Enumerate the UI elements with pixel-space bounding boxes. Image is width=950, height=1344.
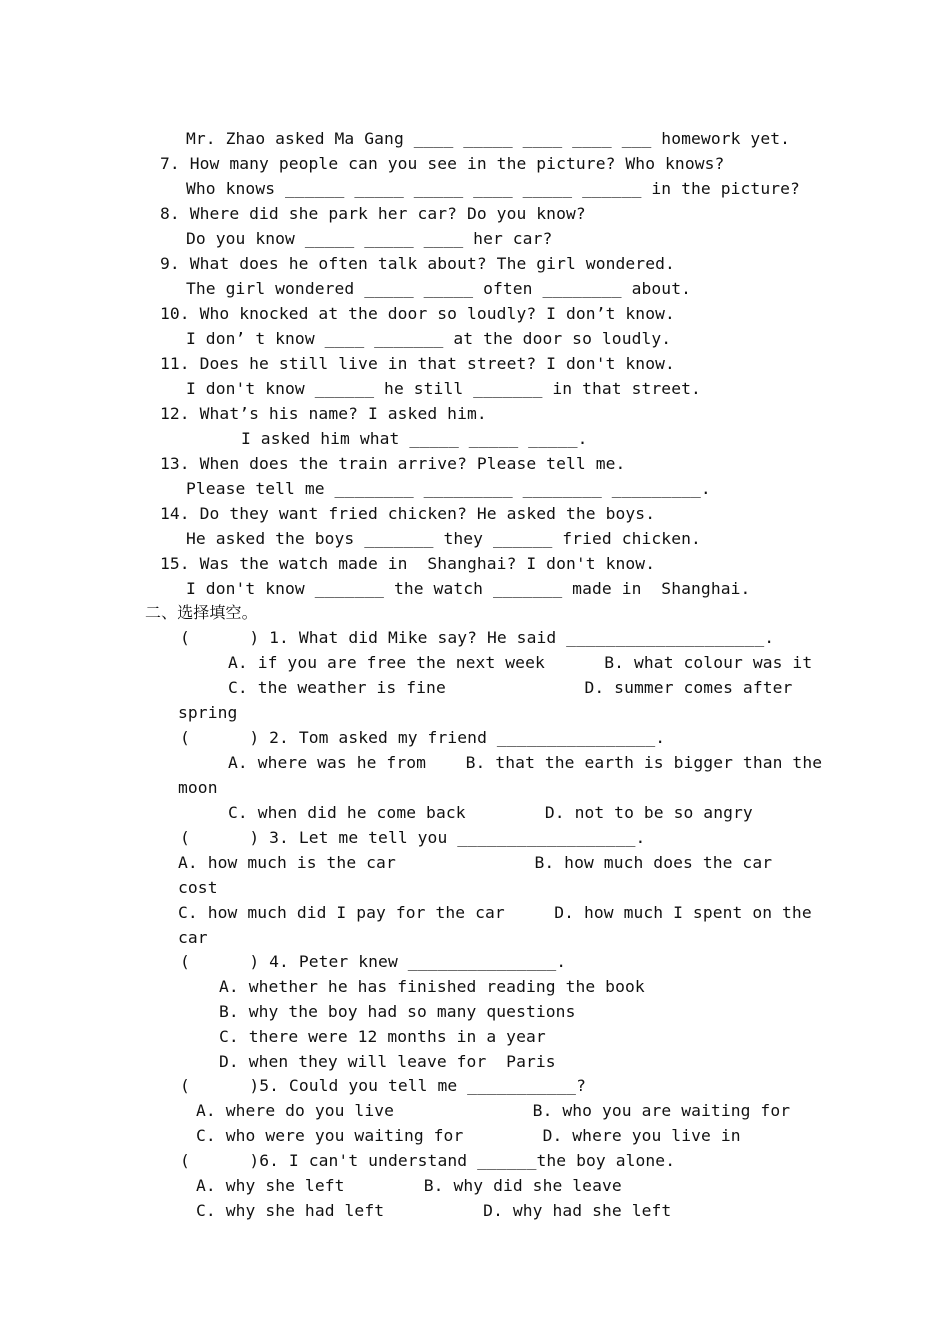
mc5-stem: ( )5. Could you tell me ___________? [180, 1076, 586, 1095]
q10-question: 10. Who knocked at the door so loudly? I don’t know. [160, 304, 675, 323]
q8-question: 8. Where did she park her car? Do you know? [160, 204, 586, 223]
q7-answer-line: Who knows ______ _____ _____ ____ _____ ______ in the picture? [186, 179, 800, 198]
q14-question: 14. Do they want fried chicken? He asked the boys. [160, 504, 656, 523]
mc1-stem: ( ) 1. What did Mike say? He said ____________________. [180, 628, 775, 647]
mc6-stem: ( )6. I can't understand ______the boy alone. [180, 1151, 676, 1170]
q8-answer-line: Do you know _____ _____ ____ her car? [186, 229, 553, 248]
q12-question: 12. What’s his name? I asked him. [160, 404, 487, 423]
q9-question: 9. What does he often talk about? The girl wondered. [160, 254, 675, 273]
mc1-options-cd: C. the weather is fine D. summer comes after [228, 678, 793, 697]
q10-answer-line: I don’ t know ____ _______ at the door so loudly. [186, 329, 672, 348]
q9-answer-line: The girl wondered _____ _____ often ________ about. [186, 279, 692, 298]
mc6-options-cd: C. why she had left D. why had she left [196, 1201, 672, 1220]
q13-answer-line: Please tell me ________ _________ ________ _________. [186, 479, 711, 498]
mc3-option-wrap-d: car [178, 928, 208, 947]
q12-answer-line: I asked him what _____ _____ _____. [241, 429, 588, 448]
mc5-options-ab: A. where do you live B. who you are waiting for [196, 1101, 791, 1120]
mc2-options-ab: A. where was he from B. that the earth is bigger than the [228, 753, 823, 772]
q6-answer-line: Mr. Zhao asked Ma Gang ____ _____ ____ ____ ___ homework yet. [186, 129, 791, 148]
mc1-option-wrap: spring [178, 703, 238, 722]
mc4-option-b: B. why the boy had so many questions [219, 1002, 576, 1021]
mc5-options-cd: C. who were you waiting for D. where you live in [196, 1126, 741, 1145]
mc4-option-a: A. whether he has finished reading the book [219, 977, 645, 996]
mc1-options-ab: A. if you are free the next week B. what colour was it [228, 653, 813, 672]
mc3-options-ab: A. how much is the car B. how much does the car [178, 853, 773, 872]
mc3-options-cd: C. how much did I pay for the car D. how much I spent on the [178, 903, 812, 922]
mc6-options-ab: A. why she left B. why did she leave [196, 1176, 622, 1195]
mc4-option-c: C. there were 12 months in a year [219, 1027, 546, 1046]
mc4-stem: ( ) 4. Peter knew _______________. [180, 952, 567, 971]
q15-question: 15. Was the watch made in Shanghai? I don't know. [160, 554, 656, 573]
q13-question: 13. When does the train arrive? Please tell me. [160, 454, 626, 473]
q14-answer-line: He asked the boys _______ they ______ fried chicken. [186, 529, 701, 548]
q11-answer-line: I don't know ______ he still _______ in that street. [186, 379, 701, 398]
q11-question: 11. Does he still live in that street? I don't know. [160, 354, 675, 373]
mc3-stem: ( ) 3. Let me tell you __________________. [180, 828, 646, 847]
mc2-stem: ( ) 2. Tom asked my friend ________________. [180, 728, 666, 747]
mc3-option-wrap-b: cost [178, 878, 218, 897]
mc2-option-wrap: moon [178, 778, 218, 797]
q7-question: 7. How many people can you see in the picture? Who knows? [160, 154, 725, 173]
mc4-option-d: D. when they will leave for Paris [219, 1052, 556, 1071]
mc2-options-cd: C. when did he come back D. not to be so angry [228, 803, 753, 822]
q15-answer-line: I don't know _______ the watch _______ made in Shanghai. [186, 579, 751, 598]
section-heading: 二、选择填空。 [145, 603, 258, 622]
